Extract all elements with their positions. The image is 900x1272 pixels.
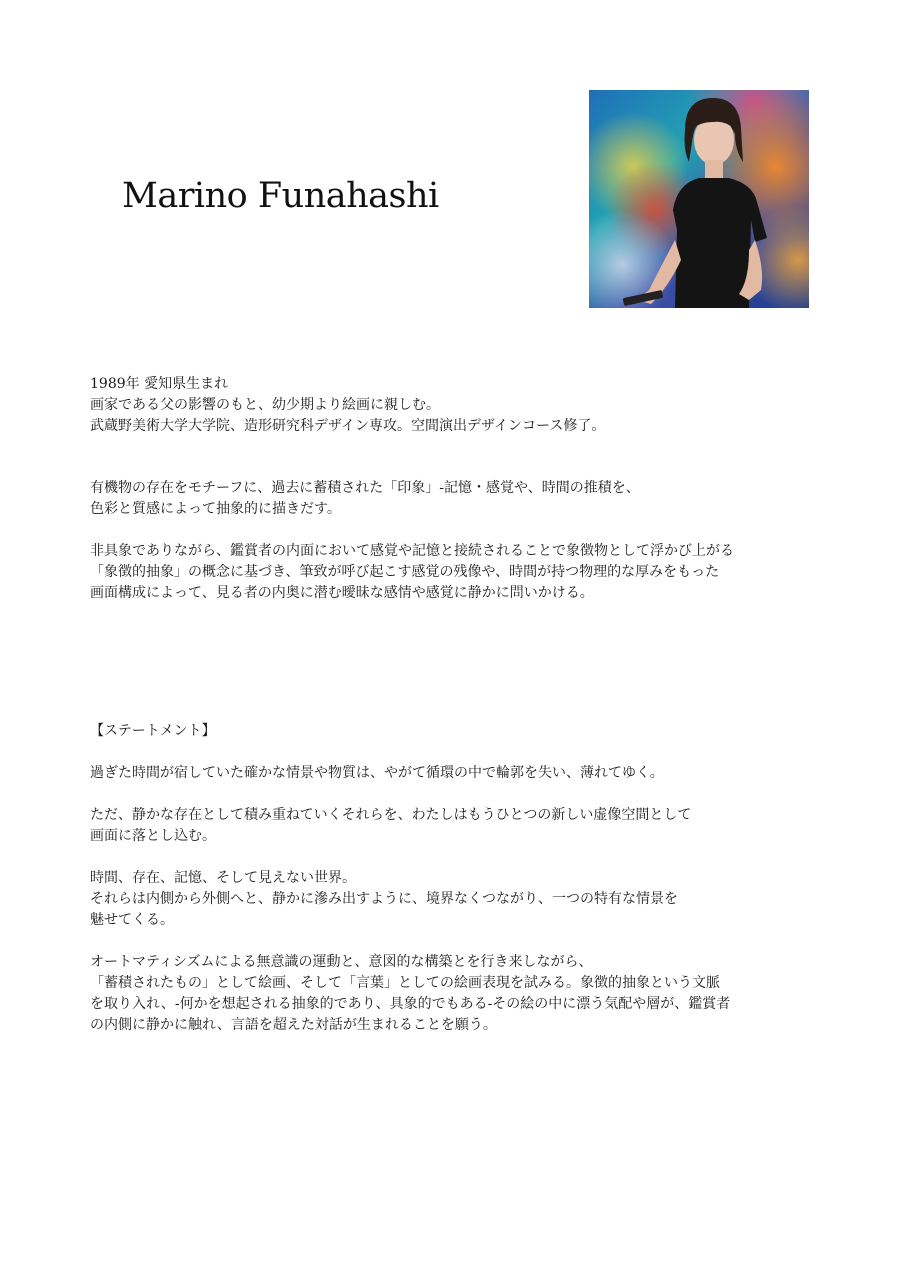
concept-line: 色彩と質感によって抽象的に描きだす。: [90, 501, 341, 517]
statement-line: 時間、存在、記憶、そして見えない世界。: [90, 870, 356, 886]
concept-section: [90, 478, 734, 604]
concept-line: 画面構成によって、見る者の内奥に潜む曖昧な感情や感覚に静かに問いかける。: [90, 585, 594, 601]
statement-line: それらは内側から外側へと、静かに滲み出すように、境界なくつながり、一つの特有な情景を: [90, 891, 678, 907]
statement-line: オートマティシズムによる無意識の運動と、意図的な構築とを行き来しながら、: [90, 954, 593, 970]
statement-line: の内側に静かに触れ、言語を超えた対話が生まれることを願う。: [90, 1017, 497, 1033]
statement-line: 「蓄積されたもの」として絵画、そして「言葉」としての絵画表現を試みる。象徴的抽象という文脈: [90, 975, 720, 991]
concept-line: 有機物の存在をモチーフに、過去に蓄積された「印象」-記憶・感覚や、時間の推積を、: [90, 480, 640, 496]
bio-section: [90, 374, 605, 437]
concept-line: 非具象でありながら、鑑賞者の内面において感覚や記憶と接続されることで象徴物として浮かび上がる: [90, 543, 734, 559]
statement-line: ただ、静かな存在として積み重ねていくそれらを、わたしはもうひとつの新しい虚像空間として: [90, 807, 692, 823]
statement-line: を取り入れ、-何かを想起される抽象的であり、具象的でもある-その絵の中に漂う気配や層が、鑑賞者: [90, 996, 731, 1012]
artist-portrait-photo: [589, 90, 809, 308]
statement-section: [90, 721, 730, 1036]
statement-line: 過ぎた時間が宿していた確かな情景や物質は、やがて循環の中で輪郭を失い、薄れてゆく。: [90, 765, 664, 781]
bio-line: 1989年 愛知県生まれ: [90, 376, 229, 392]
paragraph-gap: [90, 847, 730, 868]
paragraph-gap: [90, 931, 730, 952]
paragraph-gap: [90, 784, 730, 805]
statement-heading: 【ステートメント】: [90, 723, 216, 739]
bio-line: 武蔵野美術大学大学院、造形研究科デザイン専攻。空間演出デザインコース修了。: [90, 418, 606, 434]
artist-name: Marino Funahashi: [122, 176, 439, 216]
bio-line: 画家である父の影響のもと、幼少期より絵画に親しむ。: [90, 397, 440, 413]
paragraph-gap: [90, 520, 734, 541]
statement-line: 魅せてくる。: [90, 912, 174, 928]
paragraph-gap: [90, 742, 730, 763]
concept-line: 「象徴的抽象」の概念に基づき、筆致が呼び起こす感覚の残像や、時間が持つ物理的な厚みをもった: [90, 564, 720, 580]
statement-line: 画面に落とし込む。: [90, 828, 216, 844]
